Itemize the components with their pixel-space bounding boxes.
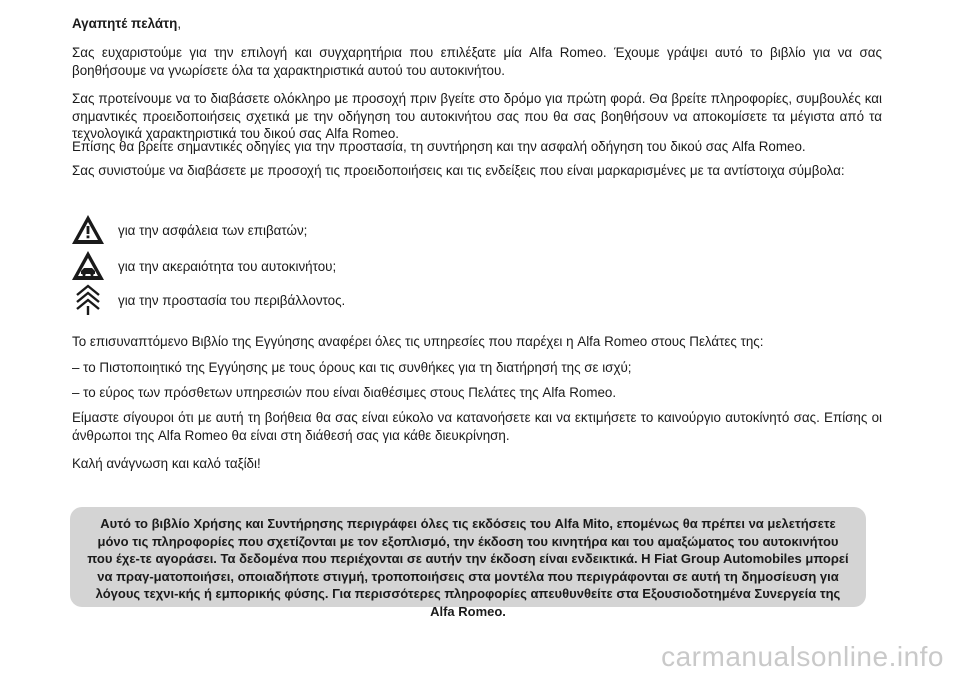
greeting-title: Αγαπητέ πελάτη xyxy=(72,16,178,31)
instructions-paragraph: Επίσης θα βρείτε σημαντικές οδηγίες για την προστασία, τη συντήρηση και την ασφαλή οδήγηση του δικού σας Alfa Romeo. xyxy=(72,139,806,154)
notice-text: Αυτό το βιβλίο Χρήσης και Συντήρησης περιγράφει όλες τις εκδόσεις του Alfa Mito, επομένως θα πρέπει να μελετήσετε μόνο τις πληροφορίες που σχετίζονται με τον εξοπλισμό, την έκδοση του κινητήρα και του αμαξώματος του αυτοκινήτου που έχε-τε αγοράσει. Τα δεδομένα που περιέχονται σε αυτήν την έκδοση είναι ενδεικτικά. Η Fiat Group Automobiles μπορεί να πραγ-ματοποιήσει, οποιαδήποτε στιγμή, τροποποιήσεις στα μοντέλα που περιγράφονται σε αυτή τη δημοσίευση για λόγους τεχνι-κής ή εμπορικής φύσης. Για περισσότερες πληροφορίες απευθυνθείτε στα Εξουσιοδοτημένα Συνεργεία της Alfa Romeo. xyxy=(87,516,849,619)
closing-paragraph: Καλή ανάγνωση και καλό ταξίδι! xyxy=(72,456,261,471)
greeting xyxy=(72,15,882,33)
symbol-row-vehicle-integrity xyxy=(70,248,336,284)
symbol-label-vehicle-integrity: για την ακεραιότητα του αυτοκινήτου; xyxy=(118,258,337,274)
warranty-paragraph: Το επισυναπτόμενο Βιβλίο της Εγγύησης αναφέρει όλες τις υπηρεσίες που παρέχει η Alfa Romeo στους Πελάτες της: xyxy=(72,334,764,349)
symbol-row-environment xyxy=(70,282,345,318)
tree-environment-icon xyxy=(70,282,106,318)
notice-box xyxy=(70,507,866,619)
greeting-punct: , xyxy=(177,16,182,31)
warranty-item-services: – το εύρος των πρόσθετων υπηρεσιών που είναι διαθέσιμες στους Πελάτες της Alfa Romeo. xyxy=(72,385,617,400)
symbols-intro-paragraph: Σας συνιστούμε να διαβάσετε με προσοχή τις προειδοποιήσεις και τις ενδείξεις που είναι μαρκαρισμένες με τα αντίστοιχα σύμβολα: xyxy=(72,163,845,178)
warranty-item-certificate: – το Πιστοποιητικό της Εγγύησης με τους όρους και τις συνθήκες για τη διατήρησή της σε ισχύ; xyxy=(72,360,632,375)
assurance-paragraph: Είμαστε σίγουροι ότι με αυτή τη βοήθεια θα σας είναι εύκολο να κατανοήσετε και να εκτιμήσετε το καινούργιο αυτοκίνητό σας. Επίσης οι άνθρωποι της Alfa Romeo θα είναι στη διάθεσή σας για κάθε διευκρίνηση. xyxy=(72,410,882,443)
symbol-label-passenger-safety: για την ασφάλεια των επιβατών; xyxy=(118,222,308,238)
symbol-row-passenger-safety xyxy=(70,212,307,248)
warning-triangle-car-icon xyxy=(70,248,106,284)
intro-paragraph: Σας ευχαριστούμε για την επιλογή και συγχαρητήρια που επιλέξατε μία Alfa Romeo. Έχουμε γράψει αυτό το βιβλίο για να σας βοηθήσουμε να γνωρίσετε όλα τα χαρακτηριστικά αυτού του αυτοκινήτου. xyxy=(72,45,882,78)
watermark: carmanualsonline.info xyxy=(661,641,944,672)
recommendation-paragraph: Σας προτείνουμε να το διαβάσετε ολόκληρο με προσοχή πριν βγείτε στο δρόμο για πρώτη φορά. Θα βρείτε πληροφορίες, συμβουλές και σημαντικές προειδοποιήσεις σχετικά με την οδήγηση του αυτοκινήτου σας που θα σας βοηθήσουν να αποκομίσετε τα μέγιστα από τα τεχνολογικά χαρακτηριστικά του δικού σας Alfa Romeo. xyxy=(72,91,882,141)
symbol-label-environment: για την προστασία του περιβάλλοντος. xyxy=(118,292,346,308)
warning-triangle-person-icon xyxy=(70,212,106,248)
